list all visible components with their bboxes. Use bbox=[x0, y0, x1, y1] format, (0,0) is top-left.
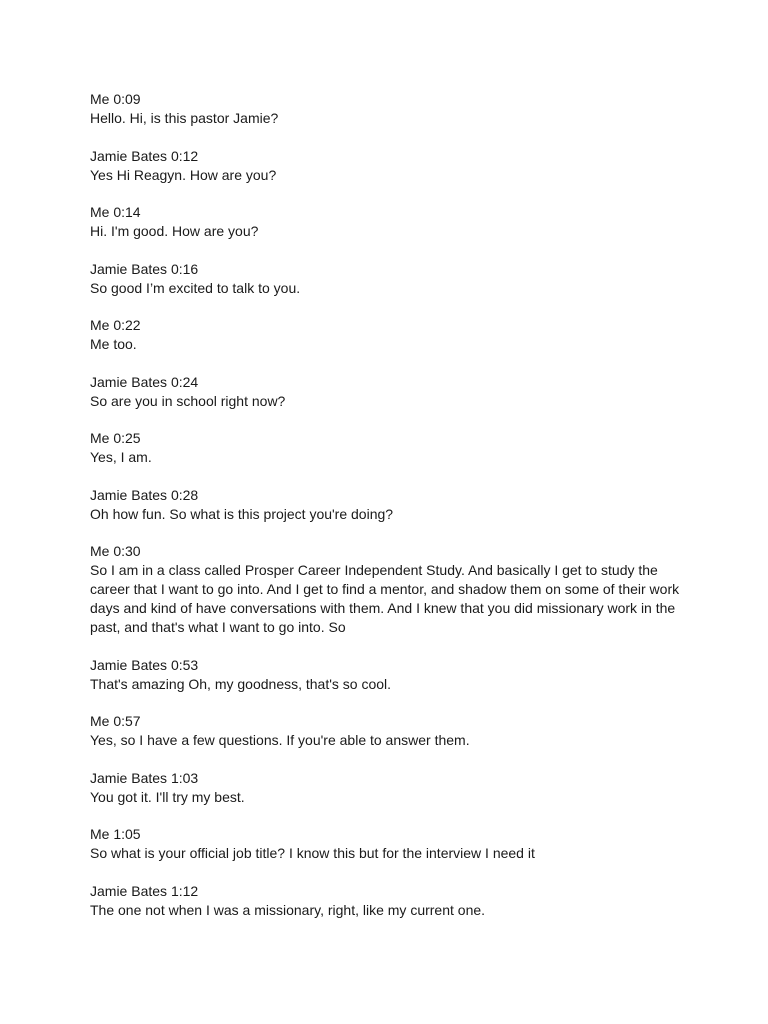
speaker-name: Jamie Bates bbox=[90, 260, 168, 277]
utterance-text: You got it. I'll try my best. bbox=[90, 788, 245, 805]
transcript-entry bbox=[90, 882, 690, 920]
speaker-name: Me bbox=[90, 91, 110, 107]
speaker-timestamp bbox=[90, 203, 690, 222]
speaker-timestamp bbox=[90, 769, 690, 788]
speaker-timestamp bbox=[90, 373, 690, 392]
speaker-name: Me bbox=[90, 826, 110, 842]
utterance-text: So what is your official job title? I know this but for the interview I need it bbox=[90, 845, 535, 861]
transcript-entry bbox=[90, 825, 690, 863]
timestamp: 1:03 bbox=[170, 769, 199, 786]
speaker-name: Jamie Bates bbox=[90, 882, 168, 899]
utterance-text: So I am in a class called Prosper Career Independent Study. And basically I get to study the career that I want to go into. And I get to find a mentor, and shadow them on some of their work days and kind of have conversations with them. And I knew that you did missionary work in the past, and that's what I want to go into. So bbox=[90, 562, 680, 635]
speaker-timestamp bbox=[90, 90, 690, 109]
speaker-timestamp bbox=[90, 825, 690, 844]
speaker-name: Jamie Bates bbox=[90, 656, 168, 673]
transcript-entry bbox=[90, 147, 690, 185]
speaker-timestamp bbox=[90, 882, 690, 901]
utterance-text: Yes Hi Reagyn. How are you? bbox=[90, 166, 277, 183]
utterance-text: Hello. Hi, is this pastor Jamie? bbox=[90, 110, 279, 126]
transcript-page bbox=[90, 90, 690, 938]
speaker-timestamp bbox=[90, 260, 690, 279]
speaker-timestamp bbox=[90, 656, 690, 675]
speaker-timestamp bbox=[90, 542, 690, 561]
timestamp: 0:12 bbox=[170, 147, 199, 164]
timestamp: 0:16 bbox=[170, 260, 199, 277]
speaker-timestamp bbox=[90, 429, 690, 448]
timestamp: 0:09 bbox=[113, 91, 141, 107]
transcript-entry bbox=[90, 316, 690, 354]
transcript-entry bbox=[90, 769, 690, 807]
speaker-timestamp bbox=[90, 316, 690, 335]
transcript-entry bbox=[90, 656, 690, 694]
transcript-entry bbox=[90, 486, 690, 524]
timestamp: 0:25 bbox=[113, 430, 141, 446]
utterance-text: The one not when I was a missionary, right, like my current one. bbox=[90, 901, 486, 918]
speaker-name: Me bbox=[90, 430, 110, 446]
timestamp: 0:57 bbox=[113, 713, 141, 729]
utterance-text: Me too. bbox=[90, 336, 137, 352]
transcript-entry bbox=[90, 90, 690, 128]
speaker-name: Jamie Bates bbox=[90, 769, 168, 786]
speaker-name: Me bbox=[90, 317, 110, 333]
utterance-text: Yes, I am. bbox=[90, 449, 152, 465]
speaker-name: Jamie Bates bbox=[90, 373, 168, 390]
speaker-name: Me bbox=[90, 543, 110, 559]
transcript-entry bbox=[90, 712, 690, 750]
utterance-text: Yes, so I have a few questions. If you're able to answer them. bbox=[90, 732, 470, 748]
timestamp: 0:28 bbox=[170, 486, 199, 503]
utterance-text: So are you in school right now? bbox=[90, 392, 286, 409]
timestamp: 1:05 bbox=[113, 826, 141, 842]
utterance-text: So good I’m excited to talk to you. bbox=[90, 279, 301, 296]
timestamp: 0:22 bbox=[113, 317, 141, 333]
speaker-name: Me bbox=[90, 204, 110, 220]
timestamp: 0:24 bbox=[170, 373, 199, 390]
utterance-text: That's amazing Oh, my goodness, that's so cool. bbox=[90, 675, 392, 692]
transcript-entry bbox=[90, 203, 690, 241]
timestamp: 1:12 bbox=[170, 882, 199, 899]
timestamp: 0:14 bbox=[113, 204, 141, 220]
speaker-name: Jamie Bates bbox=[90, 486, 168, 503]
speaker-timestamp bbox=[90, 486, 690, 505]
transcript-entry bbox=[90, 260, 690, 298]
utterance-text: Hi. I'm good. How are you? bbox=[90, 223, 259, 239]
utterance-text: Oh how fun. So what is this project you're doing? bbox=[90, 505, 394, 522]
timestamp: 0:53 bbox=[170, 656, 199, 673]
timestamp: 0:30 bbox=[113, 543, 141, 559]
speaker-timestamp bbox=[90, 147, 690, 166]
transcript-entry bbox=[90, 429, 690, 467]
speaker-name: Jamie Bates bbox=[90, 147, 168, 164]
transcript-entry bbox=[90, 373, 690, 411]
transcript-entry bbox=[90, 542, 690, 637]
speaker-name: Me bbox=[90, 713, 110, 729]
speaker-timestamp bbox=[90, 712, 690, 731]
